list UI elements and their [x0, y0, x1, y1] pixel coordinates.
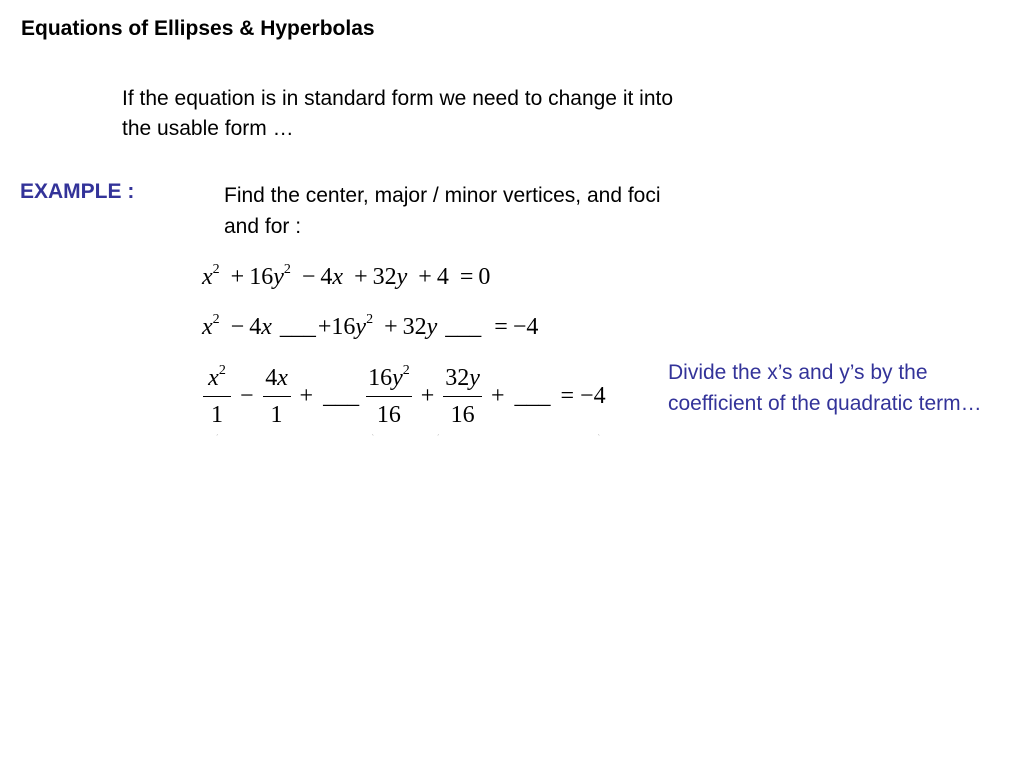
eq3-exp: 2 [218, 362, 226, 378]
eq3-rhs: −4 [580, 382, 606, 409]
eq2-equals: = [494, 314, 508, 340]
eq3-op: + [490, 382, 505, 409]
eq2-term-y: y [355, 314, 367, 340]
eq1-term-x: x [332, 264, 344, 290]
eq1-exp: 2 [283, 262, 291, 277]
eq1-equals: = [459, 264, 474, 290]
eq1-op: − [301, 264, 316, 290]
eq1-op: + [354, 264, 368, 290]
eq3-equals: = [560, 382, 575, 409]
eq2-exp: 2 [366, 312, 374, 327]
eq2-rhs: −4 [512, 314, 539, 340]
eq2-op: + [317, 314, 332, 340]
eq1-exp: 2 [212, 262, 220, 277]
eq1-rhs: 0 [478, 264, 491, 290]
eq1-op: + [230, 264, 245, 290]
example-instructions: Find the center, major / minor vertices, and foci and for : [224, 184, 661, 238]
eq2-coef: 4 [249, 314, 262, 340]
eq3-op: + [299, 382, 314, 409]
eq3-fraction-x-squared [203, 364, 231, 429]
eq2-coef: 32 [402, 314, 427, 340]
eq3-exp: 2 [402, 362, 410, 378]
eq3-denominator: 1 [270, 401, 283, 428]
artifact-mark: ˎ [598, 430, 600, 436]
artifact-mark: ˎ [372, 430, 374, 436]
equation-divided [200, 358, 606, 434]
eq3-coef: 32 [445, 364, 470, 391]
artifact-mark: ˏ [216, 430, 218, 436]
eq3-denominator: 16 [376, 401, 401, 428]
eq2-blank: ___ [279, 314, 316, 340]
eq1-term-x: x [202, 264, 213, 290]
eq3-term-y: y [469, 364, 480, 391]
eq2-term-y: y [426, 314, 438, 340]
example-label: EXAMPLE : [20, 180, 135, 203]
equation-grouped [202, 312, 538, 342]
eq2-op: + [384, 314, 398, 340]
eq3-fraction-16y-squared [366, 364, 412, 429]
eq3-op: − [240, 382, 254, 409]
eq2-blank: ___ [445, 314, 482, 340]
eq3-coef: 16 [368, 364, 393, 391]
eq1-coef: 32 [372, 264, 397, 290]
eq3-term-x: x [208, 364, 219, 391]
eq2-term-x: x [261, 314, 272, 340]
eq3-blank: ___ [514, 382, 551, 409]
eq2-op: − [230, 314, 245, 340]
eq3-denominator: 16 [450, 401, 475, 428]
eq1-const: 4 [436, 264, 449, 290]
eq1-term-y: y [273, 264, 284, 290]
eq1-op: + [418, 264, 432, 290]
intro-text: If the equation is in standard form we need to change it into the usable form … [122, 87, 674, 140]
eq3-coef: 4 [265, 364, 278, 391]
eq3-blank: ___ [323, 382, 360, 409]
eq2-term-x: x [202, 314, 213, 340]
eq3-fraction-32y [443, 364, 482, 429]
eq3-fraction-4x [263, 364, 291, 429]
slide-title: Equations of Ellipses & Hyperbolas [21, 17, 375, 40]
eq2-coef: 16 [331, 314, 356, 340]
eq3-term-y: y [392, 364, 403, 391]
equation-original [202, 262, 490, 292]
eq2-exp: 2 [212, 312, 220, 327]
eq1-coef: 4 [320, 264, 333, 290]
hint-note: Divide the x’s and y’s by the coefficient of the quadratic term… [668, 361, 982, 415]
eq3-term-x: x [277, 364, 288, 391]
eq1-term-y: y [396, 264, 408, 290]
artifact-mark: ˏ [437, 430, 439, 436]
eq1-coef: 16 [249, 264, 274, 290]
eq3-op: + [420, 382, 435, 409]
eq3-denominator: 1 [211, 401, 223, 428]
